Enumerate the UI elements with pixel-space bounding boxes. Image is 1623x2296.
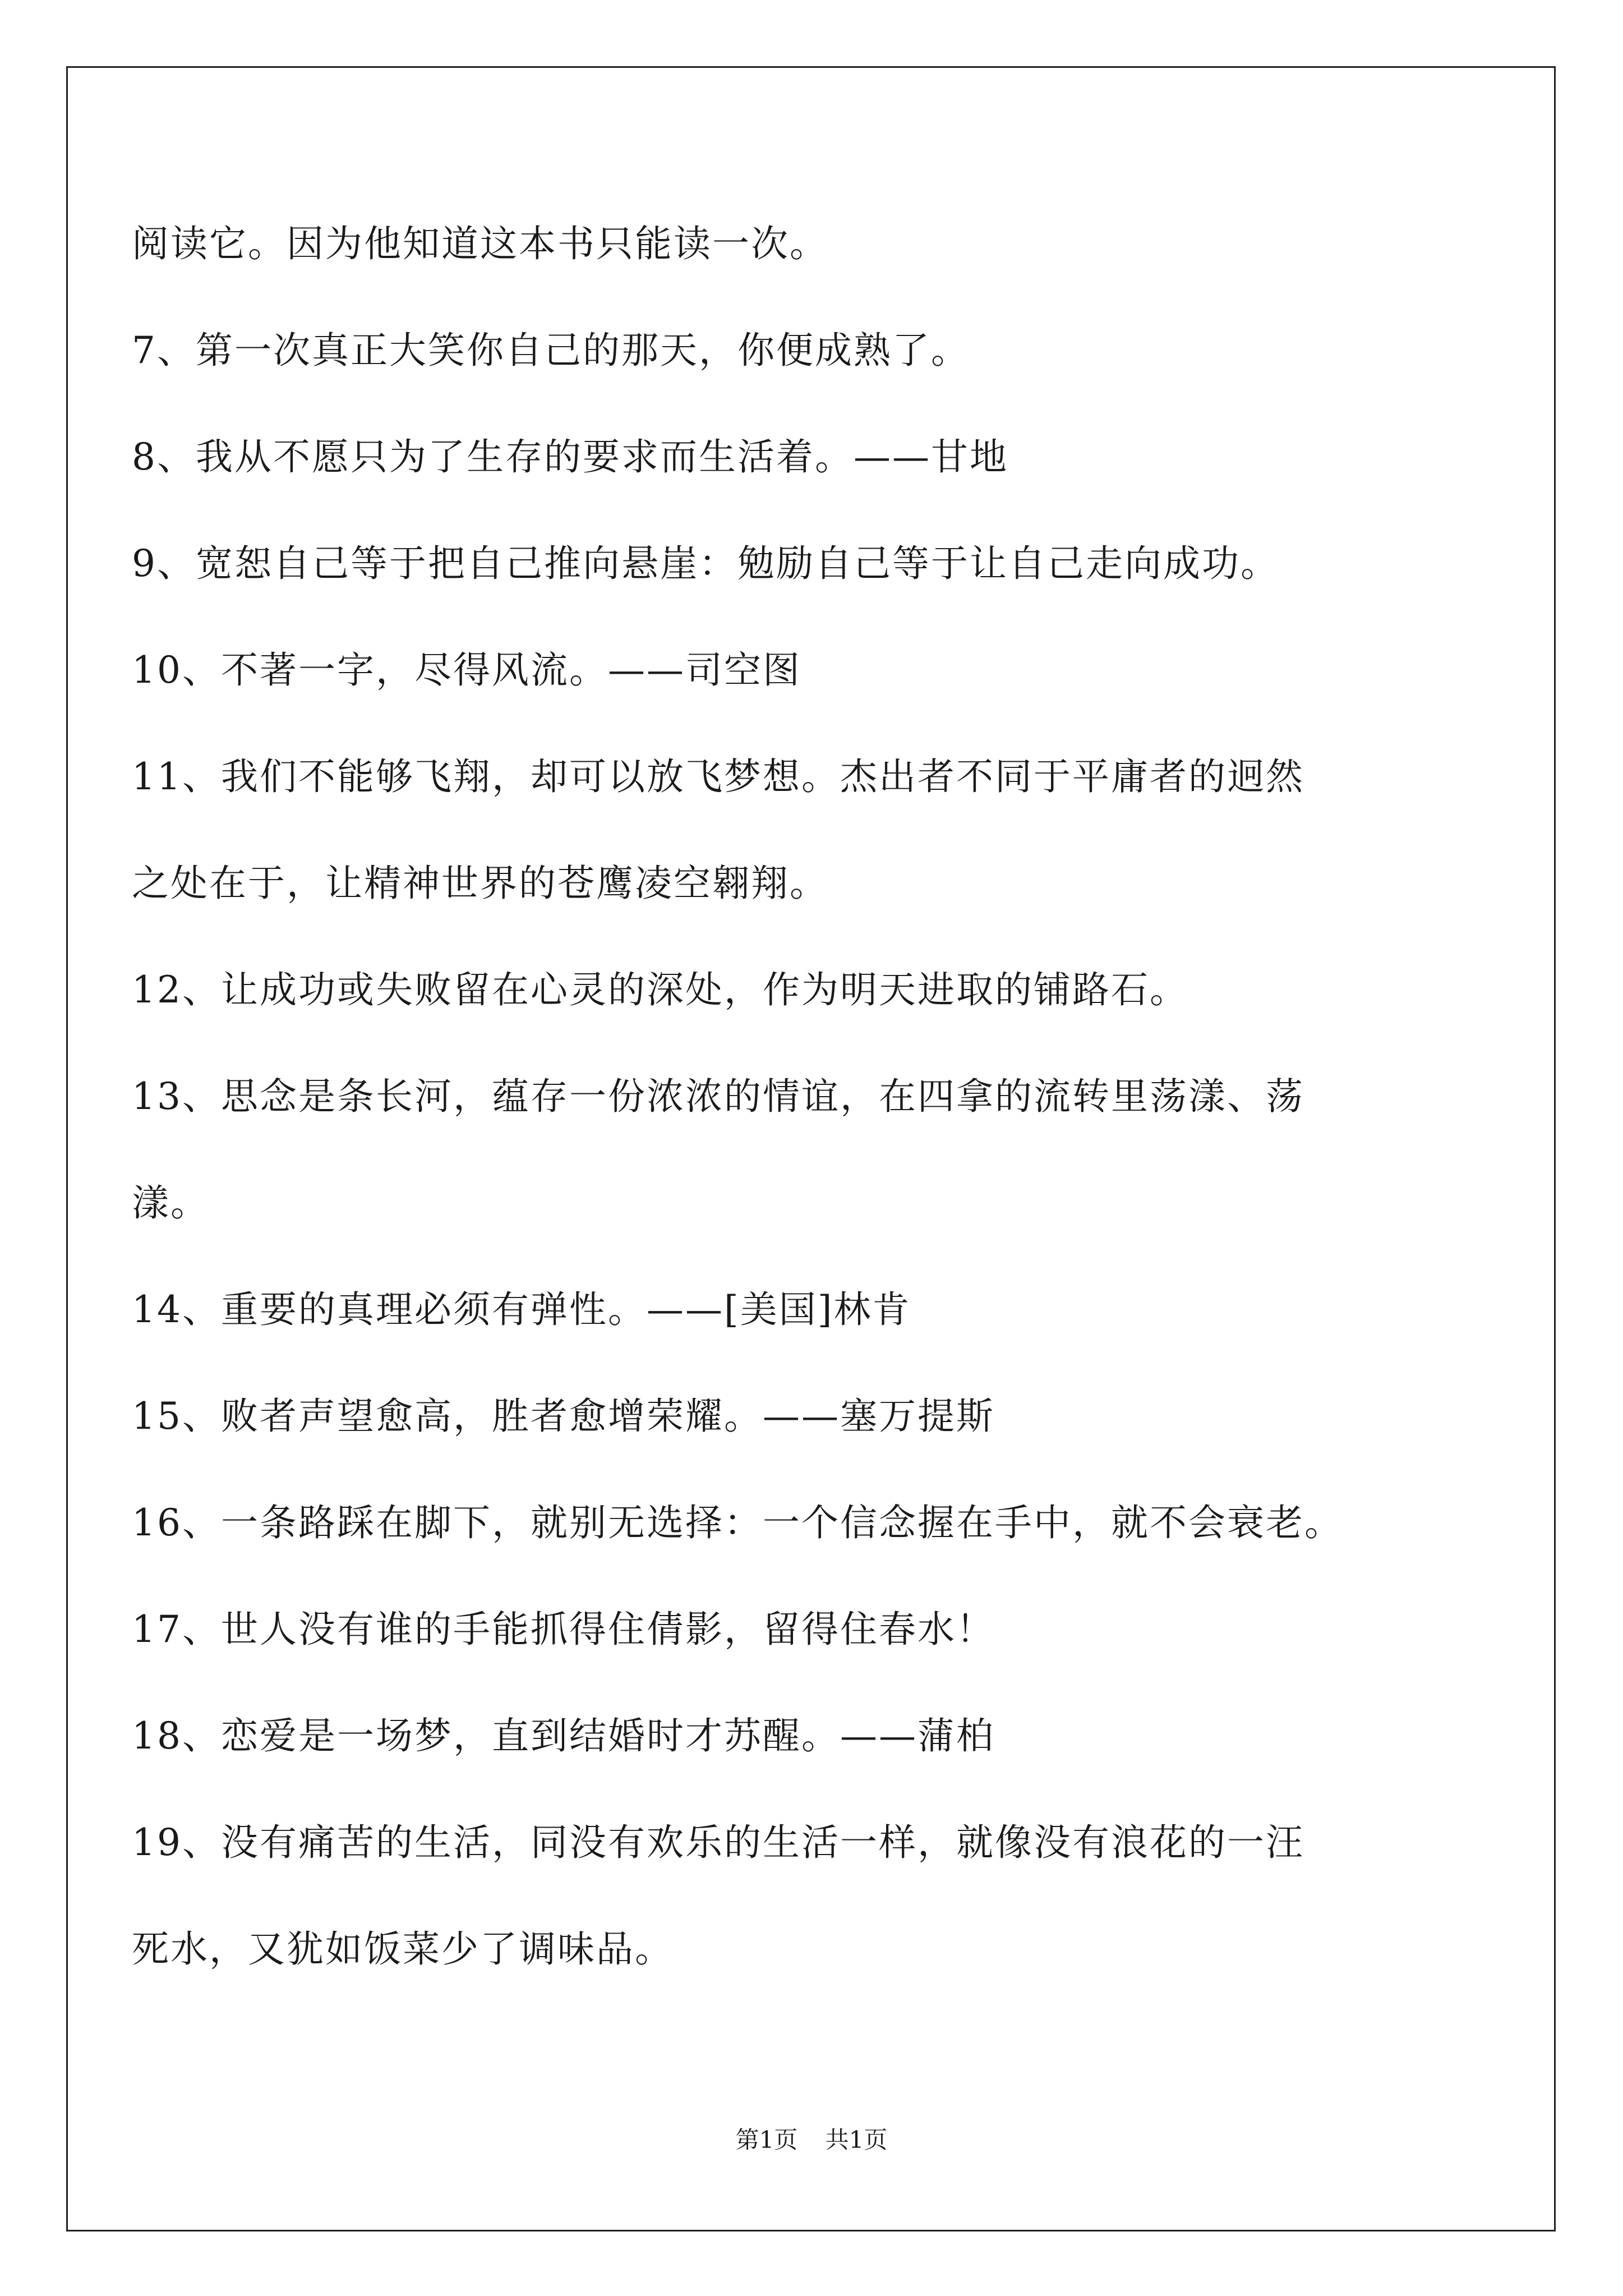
text-line: 16、一条路踩在脚下，就别无选择：一个信念握在手中，就不会衰老。 <box>132 1501 1343 1544</box>
text-line: 11、我们不能够飞翔，却可以放飞梦想。杰出者不同于平庸者的迥然 <box>132 755 1304 798</box>
text-line: 17、世人没有谁的手能抓得住倩影，留得住春水！ <box>132 1608 995 1651</box>
text-line: 18、恋爱是一场梦，直到结婚时才苏醒。——蒲柏 <box>132 1714 995 1757</box>
text-line: 8、我从不愿只为了生存的要求而生活着。——甘地 <box>132 435 1008 478</box>
text-line: 10、不著一字，尽得风流。——司空图 <box>132 648 801 692</box>
text-line: 15、败者声望愈高，胜者愈增荣耀。——塞万提斯 <box>132 1395 995 1438</box>
text-line: 漾。 <box>132 1181 209 1225</box>
text-line: 13、思念是条长河，蕴存一份浓浓的情谊，在四拿的流转里荡漾、荡 <box>132 1075 1304 1118</box>
text-line: 9、宽恕自己等于把自己推向悬崖：勉励自己等于让自己走向成功。 <box>132 542 1279 585</box>
page-footer <box>0 2122 1623 2155</box>
text-line: 19、没有痛苦的生活，同没有欢乐的生活一样，就像没有浪花的一汪 <box>132 1821 1304 1864</box>
document-body <box>132 213 1511 2025</box>
page-number: 第1页 <box>735 2126 798 2154</box>
page-total: 共1页 <box>825 2126 888 2154</box>
text-line: 7、第一次真正大笑你自己的那天，你便成熟了。 <box>132 329 970 372</box>
text-line: 死水，又犹如饭菜少了调味品。 <box>132 1927 674 1971</box>
text-line: 12、让成功或失败留在心灵的深处，作为明天进取的铺路石。 <box>132 968 1188 1011</box>
text-line: 阅读它。因为他知道这本书只能读一次。 <box>132 222 828 265</box>
text-line: 之处在于，让精神世界的苍鹰凌空翱翔。 <box>132 862 828 905</box>
text-line: 14、重要的真理必须有弹性。——[美国]林肯 <box>132 1288 911 1331</box>
